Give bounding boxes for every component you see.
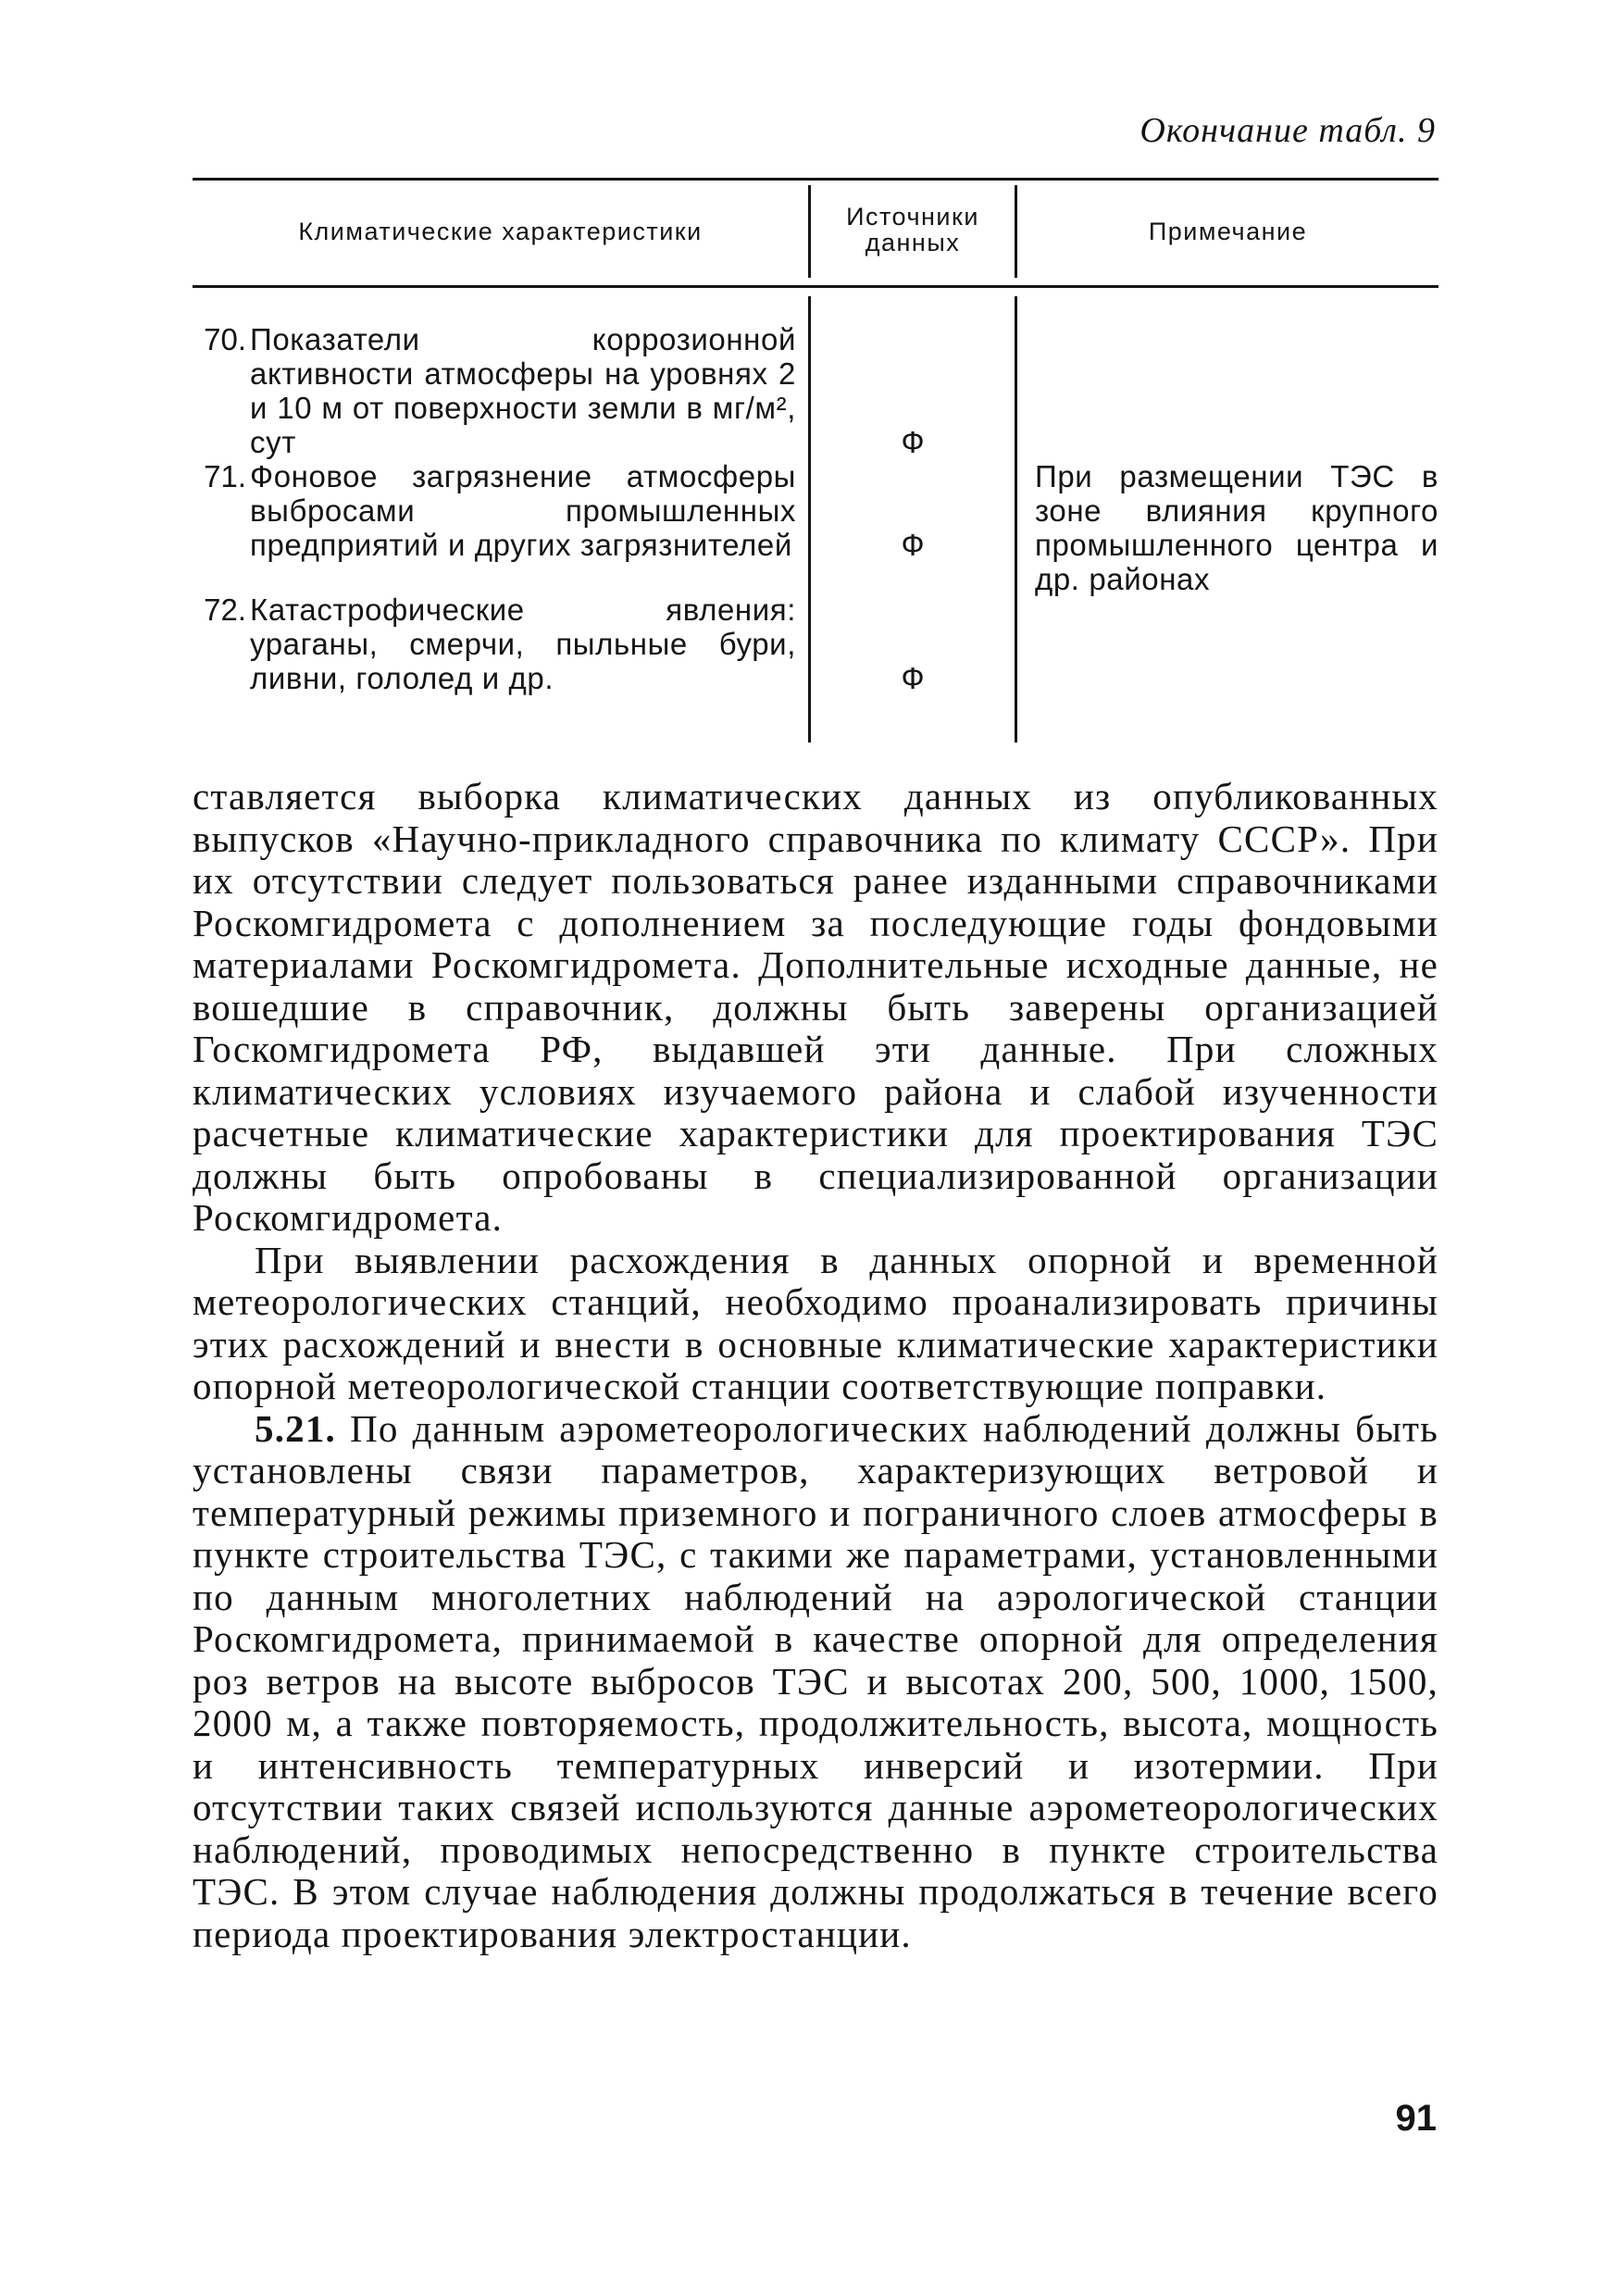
paragraph: ставляется выборка климатических данных из опубликованных выпусков «Научно-прикладного справочника по климату СССР». При их отсутствии следует пользоваться ранее изданными справочниками Роскомгидромета с дополнением за последующие годы фондовыми материалами Роскомгидромета. Дополнительные исходные данные, не вошедшие в справочник, должны быть заверены организацией Госкомгидромета РФ, выдавшей эти данные. При сложных климатических условиях изучаемого района и слабой изученности расчетные климатические характеристики для проектирования ТЭС должны быть опробованы в специализированной организации Роскомгидромета. (193, 775, 1438, 1239)
row-number: 72. (204, 593, 246, 627)
page-number: 91 (1395, 2098, 1437, 2139)
section-number: 5.21. (255, 1406, 336, 1450)
paragraph (193, 1240, 1438, 1408)
row-number: 70. (204, 322, 246, 356)
row-characteristic: Фоновое загрязнение атмосферы выбросами промышленных предприятий и других загрязнителей (250, 459, 796, 562)
paragraph (193, 1408, 1438, 1956)
paragraph-text: По данным аэрометеорологических наблюдений должны быть установлены связи параметров, характеризующих ветровой и температурный режимы приземного и пограничного слоев атмосферы в пункте строительства ТЭС, с такими же параметрами, установленными по данным многолетних наблюдений на аэрологической станции Роскомгидромета, принимаемой в качестве опорной для определения роз ветров на высоте выбросов ТЭС и высотах 200, 500, 1000, 1500, 2000 м, а также повторяемость, продолжительность, высота, мощность и интенсивность температурных инверсий и изотермии. При отсутствии таких связей используются данные аэрометеорологических наблюдений, проводимых непосредственно в пункте строительства ТЭС. В этом случае наблюдения должны продолжаться в течение всего периода проектирования электростанции. (193, 1406, 1438, 1955)
row-source: Ф (901, 425, 925, 459)
header-characteristics: Климатические характеристики (298, 218, 703, 245)
row-number: 71. (204, 459, 246, 493)
row-characteristic: Катастрофические явления: ураганы, смерчи, пыльные бури, ливни, гололед и др. (250, 593, 796, 695)
header-sources: Источники данных (846, 203, 979, 257)
table-caption: Окончание табл. 9 (1140, 111, 1436, 150)
header-note: Примечание (1148, 218, 1308, 245)
column-divider (1015, 296, 1017, 742)
row-note: При размещении ТЭС в зоне влияния крупного промышленного центра и др. районах (1035, 459, 1438, 596)
table-top-rule (193, 178, 1438, 181)
row-source: Ф (901, 661, 925, 695)
row-characteristic: Показатели коррозионной активности атмосферы на уровнях 2 и 10 м от поверхности земли в мг/м², сут (250, 322, 796, 459)
row-source: Ф (901, 528, 925, 562)
paragraph-text: При выявлении расхождения в данных опорной и временной метеорологических станций, необходимо проанализировать причины этих расхождений и внести в основные климатические характеристики опорной метеорологической станции соответствующие поправки. (193, 1238, 1438, 1407)
table-header-rule (193, 285, 1438, 288)
body-text (193, 776, 1438, 1955)
climate-table (193, 178, 1438, 742)
